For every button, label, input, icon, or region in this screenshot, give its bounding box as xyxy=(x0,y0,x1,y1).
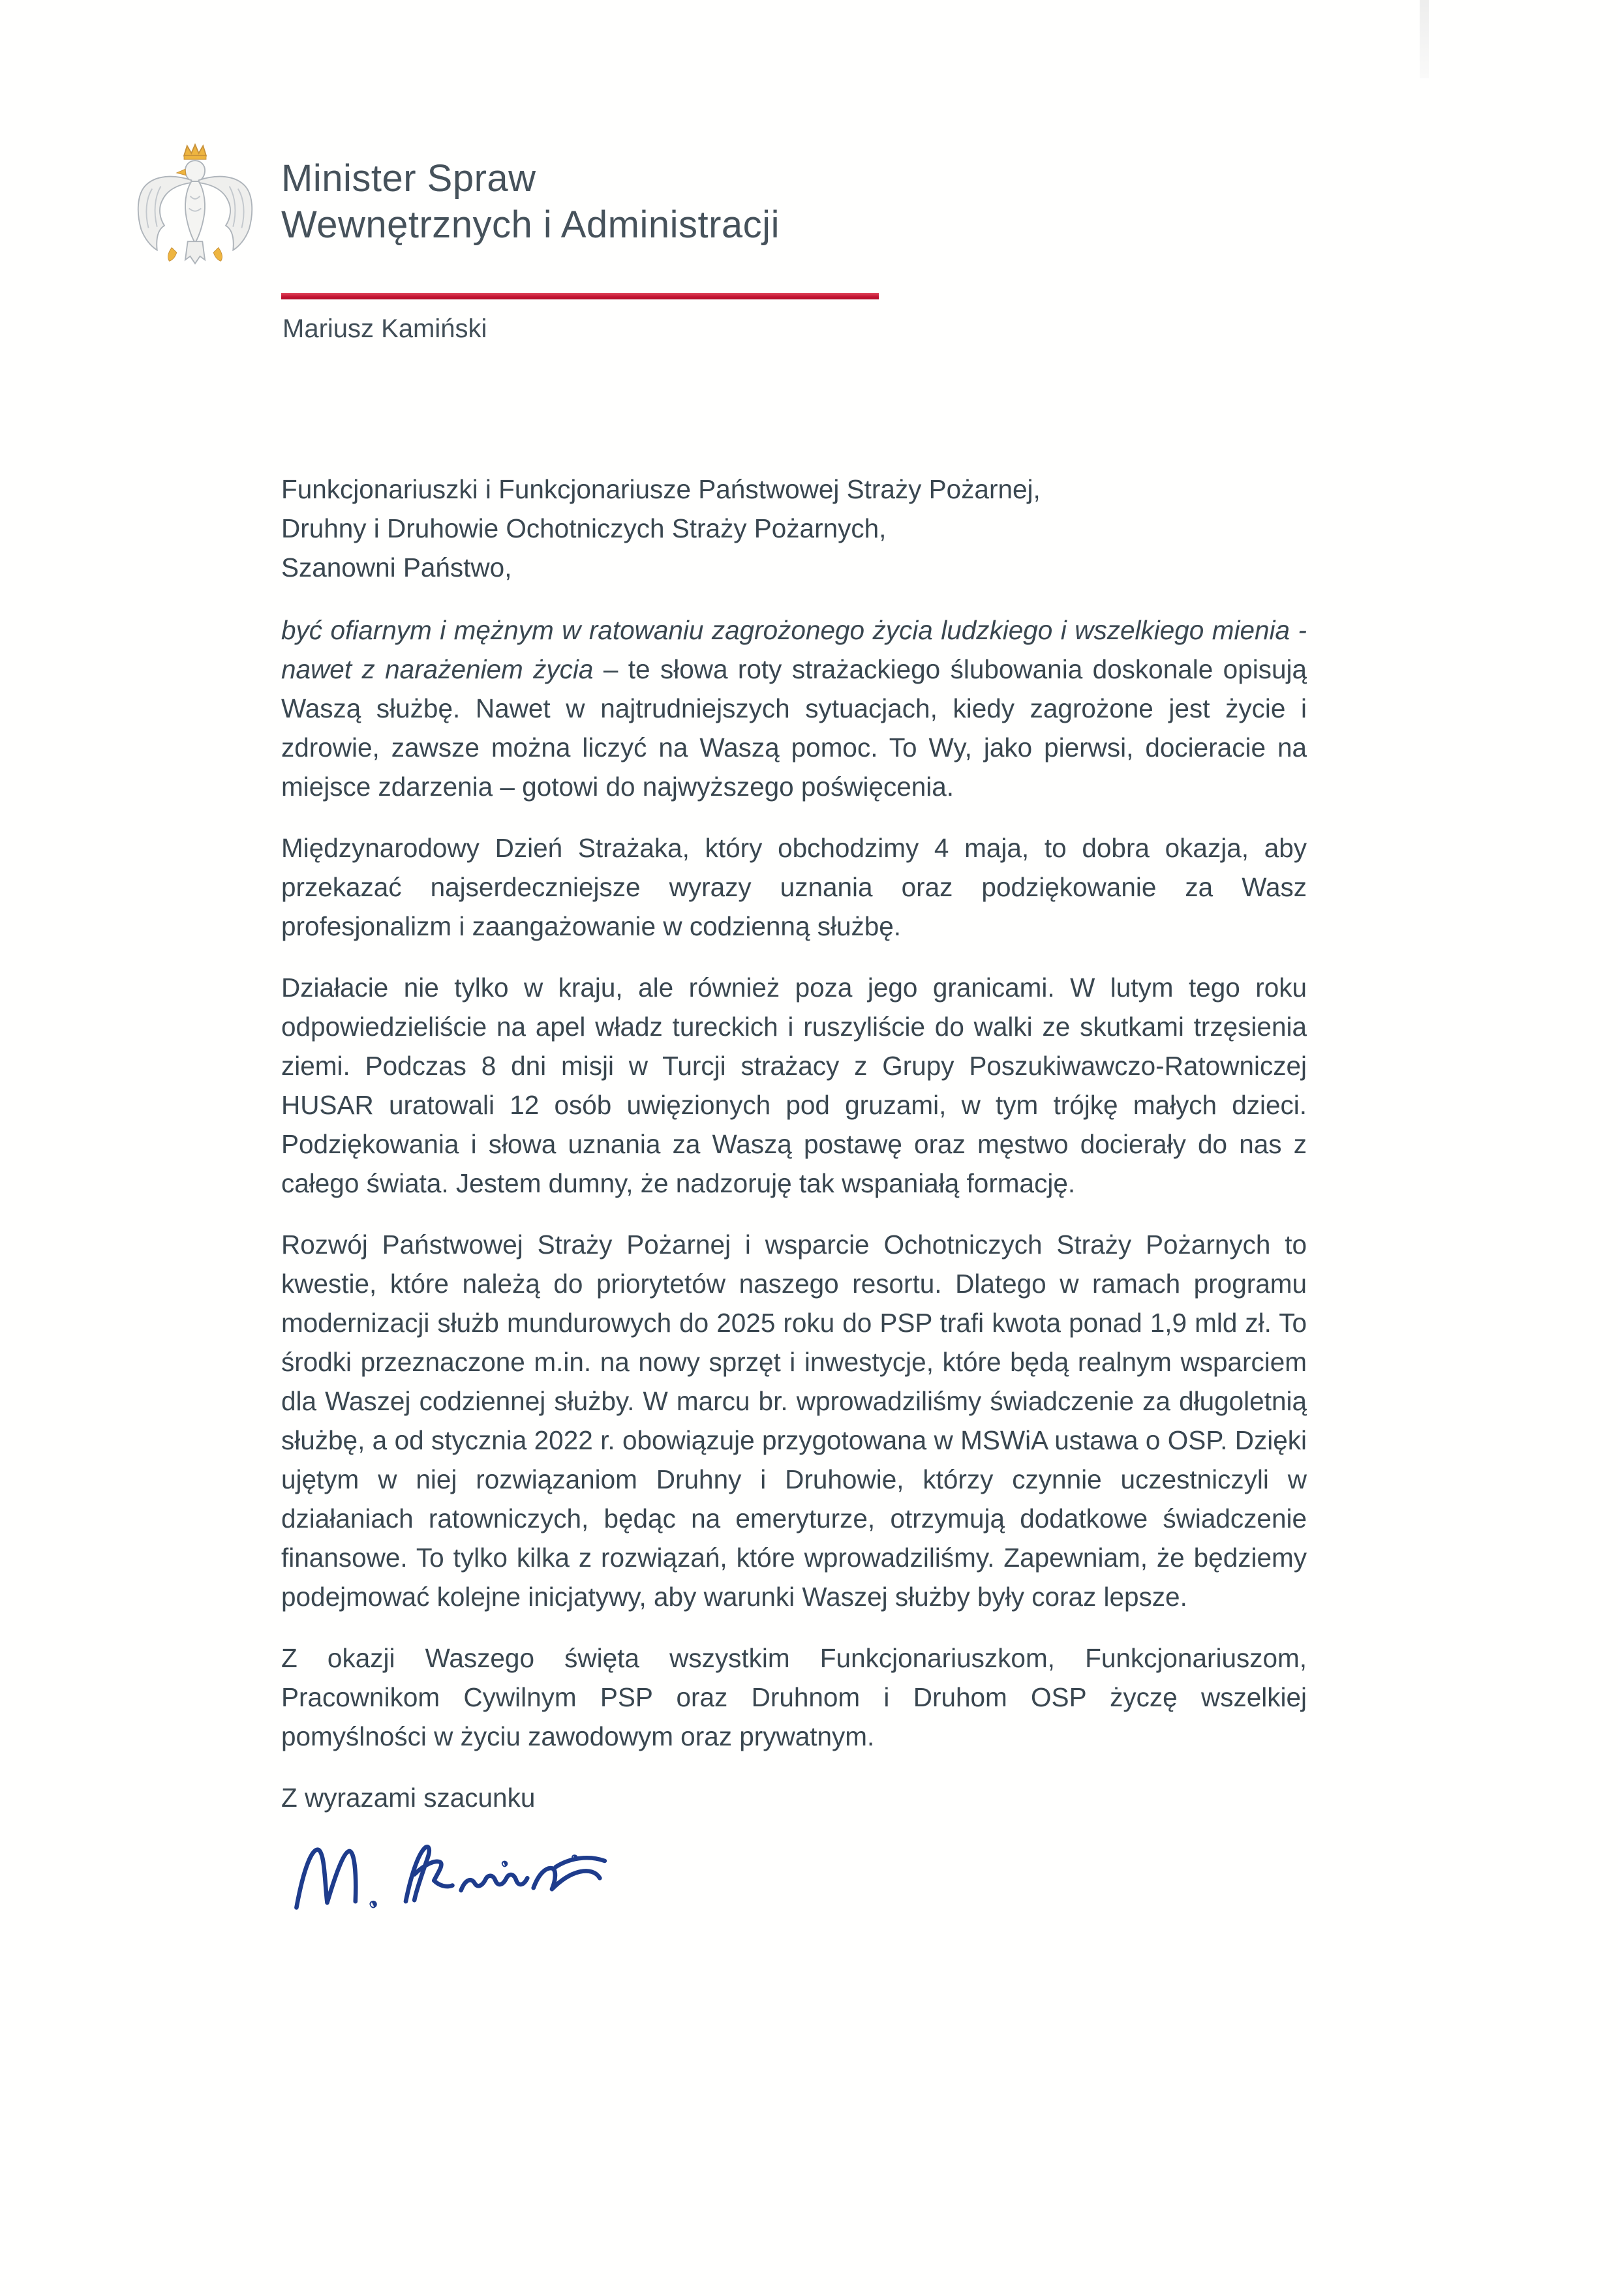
coat-of-arms-eagle-icon xyxy=(134,136,256,291)
flag-accent-bar xyxy=(281,293,879,299)
intro-continuation: – te słowa roty strażackiego ślubowania doskonale opisują Waszą służbę. Nawet w najtrudniejszych sytuacjach, kiedy zagrożone jest życie i zdrowie, zawsze można liczyć na Waszą pomoc. To Wy, jako pierwsi, docieracie na miejsce zdarzenia – gotowi do najwyższego poświęcenia. xyxy=(281,654,1307,802)
ministry-title xyxy=(281,155,780,248)
salutation-line: Druhny i Druhowie Ochotniczych Straży Pożarnych, xyxy=(281,513,887,543)
salutation-line: Szanowni Państwo, xyxy=(281,552,512,582)
ministry-title-line2: Wewnętrznych i Administracji xyxy=(281,204,780,246)
salutation-line: Funkcjonariuszki i Funkcjonariusze Państwowej Straży Pożarnej, xyxy=(281,474,1041,504)
minister-name: Mariusz Kamiński xyxy=(282,314,487,343)
scan-artifact xyxy=(1420,0,1429,78)
handwritten-signature xyxy=(281,1829,633,1933)
closing-line: Z wyrazami szacunku xyxy=(281,1783,536,1813)
letter-paragraph: Działacie nie tylko w kraju, ale również poza jego granicami. W lutym tego roku odpowiedzieliście na apel władz tureckich i ruszyliście do walki ze skutkami trzęsienia ziemi. Podczas 8 dni misji w Turcji strażacy z Grupy Poszukiwawczo-Ratowniczej HUSAR uratowali 12 osób uwięzionych pod gruzami, w tym trójkę małych dzieci. Podziękowania i słowa uznania za Waszą postawę oraz męstwo docierały do nas z całego świata. Jestem dumny, że nadzoruję tak wspaniałą formację. xyxy=(281,973,1307,1198)
oath-quote: być ofiarnym i mężnym w ratowaniu zagrożonego życia ludzkiego i wszelkiego mienia - nawet z narażeniem życia xyxy=(281,615,1307,684)
ministry-title-line1: Minister Spraw xyxy=(281,157,536,200)
letter-paragraph: Rozwój Państwowej Straży Pożarnej i wsparcie Ochotniczych Straży Pożarnych to kwestie, które należą do priorytetów naszego resortu. Dlatego w ramach programu modernizacji służb mundurowych do 2025 roku do PSP trafi kwota ponad 1,9 mld zł. To środki przeznaczone m.in. na nowy sprzęt i inwestycje, które będą realnym wsparciem dla Waszej codziennej służby. W marcu br. wprowadziliśmy świadczenie za długoletnią służbę, a od stycznia 2022 r. obowiązuje przygotowana w MSWiA ustawa o OSP. Dzięki ujętym w niej rozwiązaniom Druhny i Druhowie, którzy czynnie uczestniczyli w działaniach ratowniczych, będąc na emeryturze, otrzymują dodatkowe świadczenie finansowe. To tylko kilka z rozwiązań, które wprowadziliśmy. Zapewniam, że będziemy podejmować kolejne inicjatywy, aby warunki Waszej służby były coraz lepsze. xyxy=(281,1230,1307,1612)
letter-paragraph: Z okazji Waszego święta wszystkim Funkcjonariuszkom, Funkcjonariuszom, Pracownikom Cywilnym PSP oraz Druhnom i Druhom OSP życzę wszelkiej pomyślności w życiu zawodowym oraz prywatnym. xyxy=(281,1643,1307,1751)
letter-paragraph-intro xyxy=(281,611,1307,806)
letter-body xyxy=(281,470,1307,1944)
letter-paragraph: Międzynarodowy Dzień Strażaka, który obchodzimy 4 maja, to dobra okazja, aby przekazać najserdeczniejsze wyrazy uznania oraz podziękowanie za Wasz profesjonalizm i zaangażowanie w codzienną służbę. xyxy=(281,833,1307,941)
salutation xyxy=(281,470,1307,587)
